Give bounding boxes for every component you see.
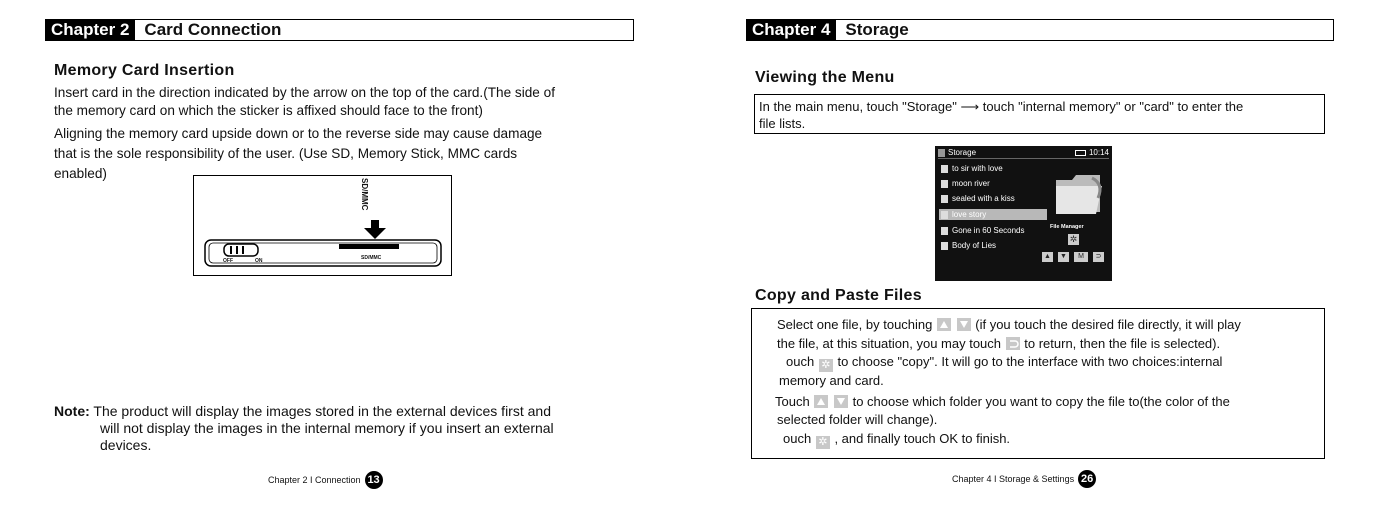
card-insertion-figure (193, 175, 452, 276)
text-line: that is the sole responsibility of the user. (Use SD, Memory Stick, MMC cards (54, 146, 518, 161)
file-item[interactable] (941, 240, 996, 251)
menu-icon[interactable]: M (1074, 252, 1088, 262)
footer-right (952, 470, 1096, 488)
text-line: devices. (100, 437, 152, 453)
battery-icon (1075, 150, 1086, 156)
folder-icon (1052, 168, 1106, 222)
text-span: , and finally touch OK to finish. (834, 431, 1011, 446)
storage-icon (938, 149, 945, 157)
screen-title-text: Storage (948, 148, 977, 157)
insert-arrow-icon (364, 220, 388, 240)
footer-text: Chapter 2 I Connection (268, 475, 361, 485)
text-line: Aligning the memory card upside down or to the reverse side may cause damage (54, 126, 543, 141)
slot-label: SD/MMC (361, 255, 382, 261)
file-icon (941, 180, 948, 188)
copy-line-4: memory and card. (779, 373, 884, 388)
viewing-menu-box (754, 94, 1325, 134)
file-item[interactable] (941, 178, 990, 189)
up-arrow-icon (937, 318, 951, 331)
paragraph-insert-card (54, 84, 555, 120)
gear-icon: ✲ (819, 359, 833, 372)
copy-line-7 (783, 430, 1010, 449)
screen-divider (938, 158, 1109, 159)
note-label: Note: (54, 403, 90, 419)
section-title-copy-paste: Copy and Paste Files (755, 287, 922, 304)
text-span: Select one file, by touching (777, 317, 933, 332)
text-span: to return, then the file is selected). (1024, 336, 1221, 351)
chapter-header-right (746, 19, 1334, 41)
copy-line-6: selected folder will change). (777, 412, 938, 427)
file-name: to sir with love (952, 164, 1003, 173)
file-name: moon river (952, 179, 990, 188)
text-span: (if you touch the desired file directly, it will play (975, 317, 1241, 332)
file-item[interactable] (941, 193, 1015, 204)
text-line: the memory card on which the sticker is affixed should face to the front) (54, 103, 483, 118)
file-icon (941, 242, 948, 250)
switch-on-label: ON (255, 258, 263, 264)
gear-icon[interactable]: ✲ (1069, 234, 1078, 244)
chapter-number: Chapter 4 (747, 20, 836, 40)
text-line: will not display the images in the internal memory if you insert an external (100, 420, 554, 436)
file-item[interactable] (941, 163, 1003, 174)
clock-text: 10:14 (1088, 148, 1109, 157)
device-screen (935, 146, 1112, 281)
file-item[interactable] (941, 225, 1025, 236)
copy-line-2 (777, 335, 1220, 353)
file-name: love story (952, 210, 987, 219)
note-block (54, 403, 554, 454)
down-arrow-icon (834, 395, 848, 408)
up-arrow-icon (814, 395, 828, 408)
gear-icon: ✲ (816, 436, 830, 449)
section-title-memory-card: Memory Card Insertion (54, 62, 235, 79)
page-number: 13 (365, 471, 383, 489)
text-span: ouch (786, 354, 815, 369)
up-icon[interactable]: ▲ (1042, 252, 1053, 262)
down-arrow-icon (957, 318, 971, 331)
down-icon[interactable]: ▼ (1058, 252, 1069, 262)
chapter-title: Storage (845, 20, 909, 39)
file-name: sealed with a kiss (952, 194, 1015, 203)
file-icon (941, 211, 948, 219)
footer-left (268, 471, 383, 489)
note-line-1 (54, 403, 554, 420)
file-icon (941, 195, 948, 203)
text-line: Insert card in the direction indicated by the arrow on the top of the card.(The side of (54, 85, 555, 100)
text-line: file lists. (759, 116, 806, 131)
text-span: to choose which folder you want to ϲopy the file to(the color of the (852, 394, 1230, 409)
section-title-viewing-menu: Viewing the Menu (755, 69, 895, 86)
file-item-selected[interactable] (939, 209, 1047, 220)
switch-off-label: OFF (223, 258, 233, 264)
file-manager-label: File Manager (1050, 224, 1084, 230)
file-name: Gone in 60 Seconds (952, 226, 1025, 235)
page-number: 26 (1078, 470, 1096, 488)
copy-line-5 (775, 393, 1230, 411)
text-span: to choose "copy". It will go to the interface with two choices:internal (837, 354, 1223, 369)
copy-paste-box (751, 308, 1325, 459)
screen-title (938, 148, 976, 157)
chapter-header-left (45, 19, 634, 41)
chapter-number: Chapter 2 (46, 20, 135, 40)
text-span: Touch (775, 394, 810, 409)
file-icon (941, 165, 948, 173)
screen-title-bar (938, 147, 1109, 158)
text-line: enabled) (54, 166, 107, 181)
file-name: Body of Lies (952, 241, 997, 250)
copy-line-1 (777, 316, 1241, 334)
text-span: the file, at this situation, you may touch (777, 336, 1002, 351)
copy-line-3 (786, 353, 1222, 372)
screen-status (1075, 148, 1109, 157)
return-icon (1006, 337, 1020, 350)
arrow-label: SD/MMC (360, 178, 369, 211)
text-line: In the main menu, touch "Storage" ⟶ touch "internal memory" or "card" to enter the (759, 99, 1244, 114)
footer-text: Chapter 4 I Storage & Settings (952, 474, 1075, 484)
device-body (204, 238, 444, 270)
return-icon[interactable]: ⊃ (1093, 252, 1104, 262)
text-span: ouch (783, 431, 812, 446)
text-line: The product will display the images stored in the external devices first and (93, 403, 551, 419)
file-icon (941, 227, 948, 235)
chapter-title: Card Connection (144, 20, 282, 39)
